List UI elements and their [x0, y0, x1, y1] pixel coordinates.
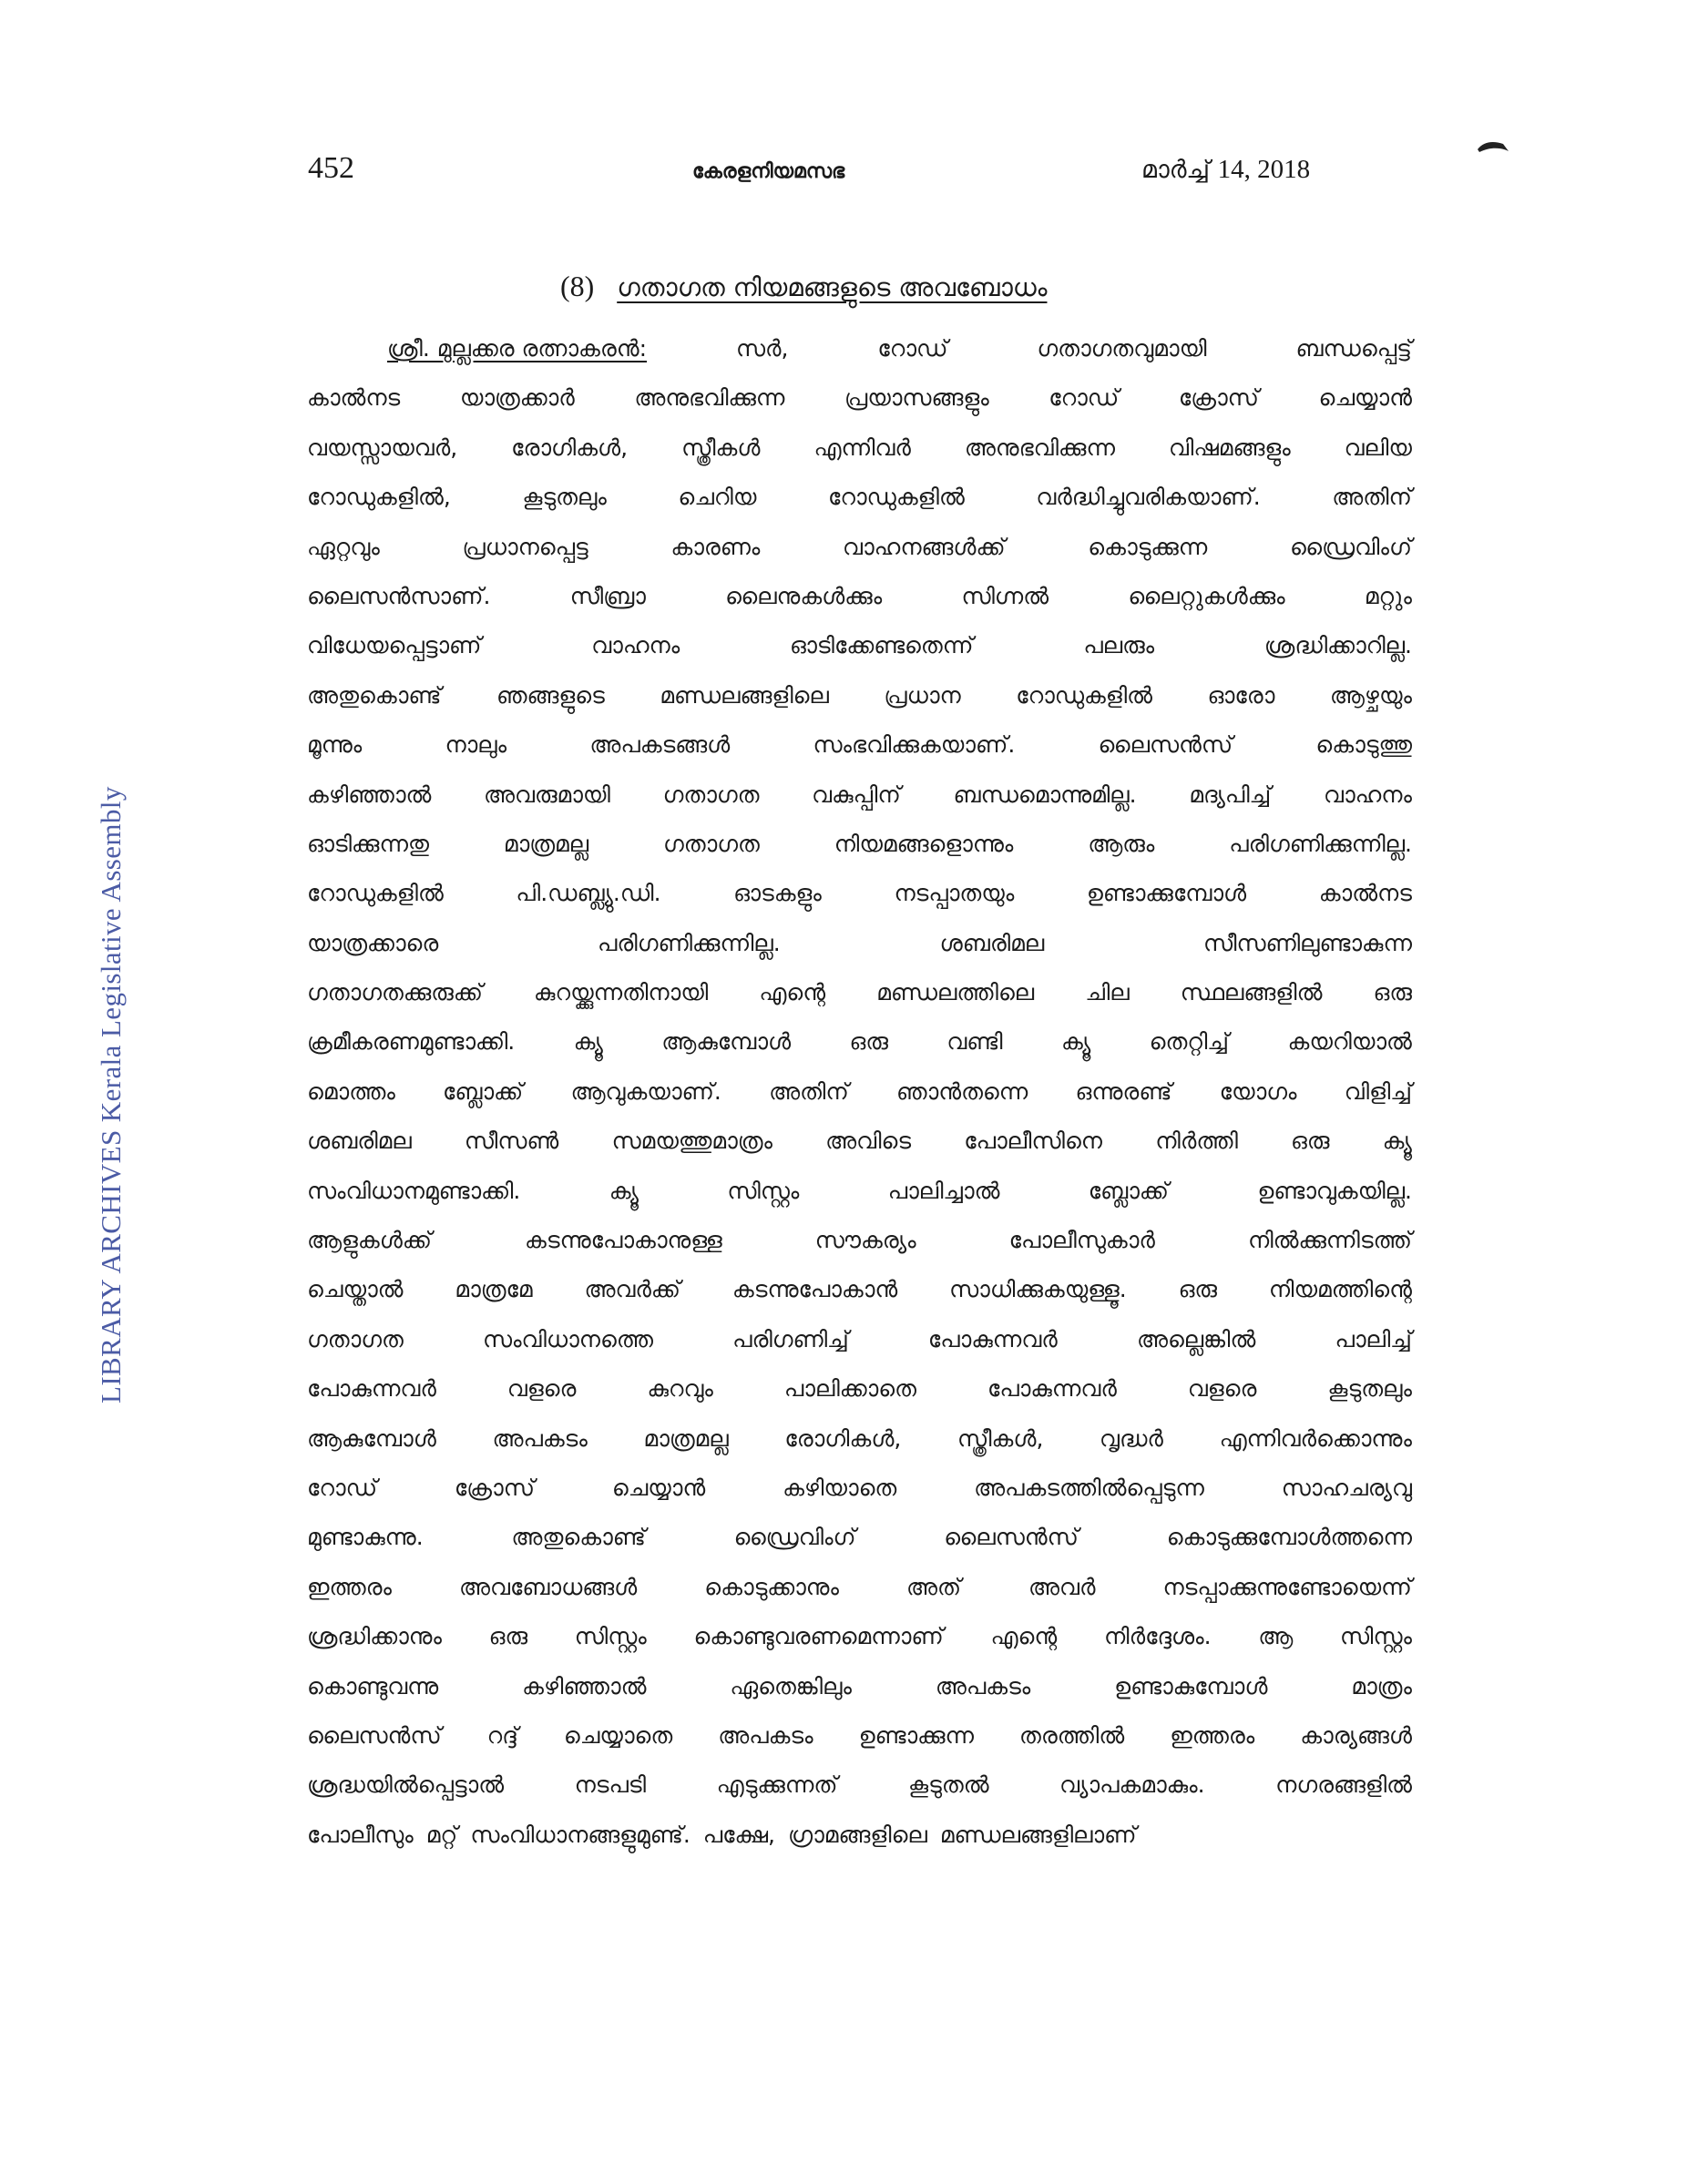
date-day-year: 14, 2018	[1217, 155, 1311, 184]
word: ലൈറ്റുകൾക്കും	[1128, 582, 1285, 609]
word: മണ്ഡലങ്ങളിലാണ്	[939, 1821, 1137, 1848]
word: അവർ	[1028, 1573, 1096, 1600]
word: ശ്രദ്ധിക്കാനും	[307, 1623, 442, 1650]
section-heading	[560, 270, 1047, 303]
word: കൊടുത്തു	[1315, 731, 1412, 759]
word: മാത്രം	[1351, 1672, 1412, 1699]
word: സംവിധാനത്തെ	[483, 1325, 653, 1352]
word: ക്യൂ	[1382, 1128, 1412, 1155]
word: പാലിച്ചാൽ	[887, 1177, 1000, 1204]
word: പോകുന്നവർ	[987, 1375, 1117, 1403]
word: വൃദ്ധർ	[1100, 1424, 1163, 1452]
text-line	[307, 1722, 1412, 1771]
word: വാഹനം	[1324, 781, 1412, 808]
word: കുറയ്ക്കുന്നതിനായി	[534, 979, 709, 1006]
word: ഗ്രാമങ്ങളിലെ	[788, 1821, 927, 1848]
word: കടന്നുപോകാൻ	[731, 1276, 898, 1303]
word: കഴിഞ്ഞാൽ	[522, 1672, 647, 1699]
text-line	[307, 682, 1412, 731]
word: ശബരിമല	[939, 929, 1045, 956]
text-line	[307, 1524, 1412, 1573]
word: ലൈസൻസ്	[944, 1524, 1079, 1551]
word: ആകുമ്പോൾ	[661, 1028, 792, 1056]
word: നഗരങ്ങളിൽ	[1275, 1771, 1412, 1799]
word: അതിന്	[1332, 484, 1412, 511]
word: തരത്തിൽ	[1019, 1721, 1125, 1749]
word: ശ്രദ്ധയിൽപ്പെട്ടാൽ	[307, 1771, 505, 1799]
word: വകുപ്പിന്	[812, 781, 901, 808]
word: മാത്രമല്ല	[643, 1424, 729, 1452]
word: പാലിച്ച്	[1335, 1325, 1412, 1352]
text-line	[307, 1028, 1412, 1077]
word: ഉണ്ടാക്കുന്ന	[858, 1721, 975, 1749]
word: ചെറിയ	[678, 484, 757, 511]
word: അവരുമായി	[484, 781, 610, 808]
word: ഒരു	[1373, 979, 1412, 1006]
word: നിർദ്ദേശം.	[1103, 1623, 1212, 1650]
word: എന്നിവർക്കൊന്നും	[1219, 1424, 1412, 1452]
word: ഉണ്ടാവുകയില്ല.	[1257, 1177, 1412, 1204]
text-line	[307, 1822, 1412, 1871]
word: മണ്ഡലത്തിലെ	[876, 979, 1035, 1006]
word: വിധേയപ്പെട്ടാണ്	[307, 632, 482, 659]
text-line	[307, 1673, 1412, 1722]
word: നടപടി	[574, 1771, 647, 1799]
word: കുറവും	[647, 1375, 713, 1403]
text-line	[307, 1128, 1412, 1177]
word: വിളിച്ച്	[1344, 1077, 1412, 1105]
word: ഒരു	[1291, 1128, 1330, 1155]
word: ഓടിക്കേണ്ടതെന്ന്	[789, 632, 974, 659]
word: അപകടം	[492, 1424, 588, 1452]
word: കൊണ്ടുവന്നു	[307, 1672, 439, 1699]
text-line	[307, 1574, 1412, 1623]
word: പി.ഡബ്ല്യു.ഡി.	[516, 880, 661, 907]
word: ലൈസൻസാണ്.	[307, 582, 491, 609]
word: അവർക്ക്	[584, 1276, 681, 1303]
word: തെറ്റിച്ച്	[1149, 1028, 1230, 1056]
word: ചെയ്യാതെ	[563, 1721, 673, 1749]
word: ചെയ്താൽ	[307, 1276, 404, 1303]
word: വാഹനങ്ങൾക്ക്	[843, 533, 1006, 560]
word: ക്യൂ	[1060, 1028, 1091, 1056]
word: ക്യൂ	[609, 1177, 639, 1204]
word: വലിയ	[1344, 434, 1412, 461]
word: ഞാൻതന്നെ	[896, 1077, 1028, 1105]
text-line	[307, 781, 1412, 831]
word: കൊണ്ടുവരണമെന്നാണ്	[693, 1623, 944, 1650]
word: ഞങ്ങളുടെ	[496, 681, 605, 709]
word: ഗതാഗത	[307, 1325, 404, 1352]
word: മറ്റും	[1364, 582, 1412, 609]
word: സിഗ്നൽ	[961, 582, 1049, 609]
word: സിസ്റ്റം	[1339, 1623, 1412, 1650]
speaker-name: ശ്രീ. മുല്ലക്കര രത്നാകരൻ:	[387, 335, 648, 362]
word: സൗകര്യം	[814, 1227, 916, 1254]
word: ഇത്തരം	[1170, 1721, 1255, 1749]
word: അതുകൊണ്ട്	[511, 1524, 646, 1551]
word: വിഷമങ്ങളും	[1168, 434, 1291, 461]
word: പരിഗണിക്കുന്നില്ല.	[1229, 830, 1412, 857]
word: ഒരു	[488, 1623, 528, 1650]
word: ആവുകയാണ്.	[570, 1077, 721, 1105]
word: റോഡ്	[307, 1474, 378, 1501]
word: പോലീസിനെ	[964, 1128, 1103, 1155]
word: ചെയ്യാൻ	[1318, 384, 1412, 412]
word: മദ്യപിച്ച്	[1189, 781, 1272, 808]
word: ഏതെങ്കിലും	[730, 1672, 852, 1699]
word: വ്യാപകമാകും.	[1059, 1771, 1205, 1799]
word: കൂടുതലും	[522, 484, 607, 511]
text-line	[307, 731, 1412, 781]
word: നിർത്തി	[1155, 1128, 1238, 1155]
word: പരിഗണിക്കുന്നില്ല.	[598, 929, 781, 956]
speech-body	[307, 335, 1412, 1871]
word: കൂടുതൽ	[908, 1771, 989, 1799]
word: ഡ്രൈവിംഗ്	[733, 1524, 856, 1551]
word: പോകുന്നവർ	[307, 1375, 436, 1403]
word: അപകടം	[718, 1721, 813, 1749]
text-line	[307, 583, 1412, 632]
word: ബന്ധമൊന്നുമില്ല.	[953, 781, 1137, 808]
word: മാത്രമല്ല	[503, 830, 589, 857]
word: എടുക്കുന്നത്	[716, 1771, 838, 1799]
text-line	[307, 1623, 1412, 1672]
word: ക്യൂ	[573, 1028, 603, 1056]
text-line	[307, 1326, 1412, 1375]
text-line	[307, 1276, 1412, 1325]
word: റോഡുകളിൽ	[307, 880, 444, 907]
word: കാൽനട	[307, 384, 401, 412]
word: ഓടിക്കുന്നതു	[307, 830, 429, 857]
word: പോലീസുകാർ	[1008, 1227, 1155, 1254]
text-line	[307, 1375, 1412, 1424]
word: ആകുമ്പോൾ	[307, 1424, 436, 1452]
word: ഉണ്ടാകുമ്പോൾ	[1114, 1672, 1268, 1699]
word: ക്രമീകരണമുണ്ടാക്കി.	[307, 1028, 516, 1056]
word: പ്രധാന	[884, 681, 961, 709]
word: ക്രോസ്	[1178, 384, 1259, 412]
word: ഓടകളും	[733, 880, 822, 907]
word: വാഹനം	[591, 632, 680, 659]
word: മാത്രമേ	[455, 1276, 533, 1303]
word: സംവിധാനങ്ങളുമുണ്ട്.	[470, 1821, 691, 1848]
word: കാൽനട	[1318, 880, 1412, 907]
word: മൊത്തം	[307, 1077, 395, 1105]
word: രോഗികൾ,	[784, 1424, 902, 1452]
word: ശബരിമല	[307, 1128, 412, 1155]
word: നാലും	[445, 731, 507, 759]
word: ബ്ലോക്ക്	[1088, 1177, 1169, 1204]
word: ഗതാഗതക്കുരുക്ക്	[307, 979, 483, 1006]
word: ഉണ്ടാക്കുമ്പോൾ	[1086, 880, 1247, 907]
text-line	[307, 384, 1412, 434]
word: മൂന്നും	[307, 731, 363, 759]
word: സാഹചര്യവു	[1281, 1474, 1412, 1501]
section-number: (8)	[560, 270, 595, 302]
word: സ്ത്രീകൾ,	[957, 1424, 1044, 1452]
word: റോഡുകളിൽ	[827, 484, 965, 511]
word: ഒന്നുരണ്ട്	[1075, 1077, 1172, 1105]
word: സംവിധാനമുണ്ടാക്കി.	[307, 1177, 521, 1204]
word: നടപ്പാതയും	[894, 880, 1015, 907]
text-line	[307, 831, 1412, 880]
word: കാര്യങ്ങൾ	[1300, 1721, 1412, 1749]
archive-stamp: LIBRARY ARCHIVES Kerala Legislative Assembly	[95, 786, 127, 1403]
word: ഗതാഗതവുമായി	[1037, 335, 1207, 362]
word: എന്റെ	[990, 1623, 1058, 1650]
word: നടപ്പാക്കുന്നുണ്ടോയെന്ന്	[1162, 1573, 1412, 1600]
word: അവബോധങ്ങൾ	[459, 1573, 638, 1600]
word: അപകടം	[935, 1672, 1031, 1699]
text-line	[307, 979, 1412, 1028]
page-date	[1141, 155, 1310, 185]
text-line	[307, 880, 1412, 929]
word: ലൈസൻസ്	[307, 1721, 442, 1749]
text-line	[307, 1178, 1412, 1227]
word: ചില	[1085, 979, 1130, 1006]
word: പോലീസും	[307, 1821, 414, 1848]
text-line	[307, 1425, 1412, 1475]
running-head: കേരളനിയമസഭ	[692, 160, 845, 183]
word: എന്നിവർ	[813, 434, 911, 461]
word: കൊടുക്കുന്ന	[1088, 533, 1208, 560]
word: അതുകൊണ്ട്	[307, 681, 442, 709]
word: സ്ത്രീകൾ	[681, 434, 761, 461]
text-line	[307, 484, 1412, 533]
word: റോഡ്	[877, 335, 948, 362]
word: സർ,	[735, 335, 789, 362]
word: ഗതാഗത	[662, 830, 760, 857]
word: റദ്ദ്	[486, 1721, 518, 1749]
word: ബ്ലോക്ക്	[443, 1077, 524, 1105]
word: പ്രയാസങ്ങളും	[844, 384, 989, 412]
word: ആഴ്ചയും	[1329, 681, 1412, 709]
word: ചെയ്യാൻ	[611, 1474, 706, 1501]
word: സ്ഥലങ്ങളിൽ	[1180, 979, 1323, 1006]
word: പ്രധാനപ്പെട്ട	[462, 533, 588, 560]
word: സമയത്തുമാത്രം	[611, 1128, 772, 1155]
word: മണ്ഡലങ്ങളിലെ	[660, 681, 829, 709]
word: കൊടുക്കാനും	[704, 1573, 839, 1600]
word: അത്	[905, 1573, 962, 1600]
word: ലൈനുകൾക്കും	[725, 582, 883, 609]
word: പോകുന്നവർ	[927, 1325, 1058, 1352]
word: ഏറ്റവും	[307, 533, 380, 560]
text-line	[307, 434, 1412, 484]
word: സിസ്റ്റം	[574, 1623, 647, 1650]
word: അനുഭവിക്കുന്ന	[634, 384, 785, 412]
word: മുണ്ടാകുന്നു.	[307, 1524, 424, 1551]
word: ഒരു	[1178, 1276, 1217, 1303]
text-line	[307, 1078, 1412, 1128]
word: വയസ്സായവർ,	[307, 434, 458, 461]
word: റോഡ്	[1049, 384, 1120, 412]
word: മറ്റ്	[425, 1821, 458, 1848]
word: അപകടങ്ങൾ	[589, 731, 731, 759]
word: പരിഗണിച്ച്	[732, 1325, 849, 1352]
word: നിയമത്തിന്റെ	[1268, 1276, 1412, 1303]
word: അതിന്	[769, 1077, 849, 1105]
text-line	[307, 632, 1412, 681]
word: സീസണിലുണ്ടാകുന്ന	[1203, 929, 1412, 956]
word: വർദ്ധിച്ചുവരികയാണ്.	[1036, 484, 1261, 511]
word: ലൈസൻസ്	[1098, 731, 1233, 759]
word: കൂടുതലും	[1327, 1375, 1412, 1403]
page-number: 452	[308, 151, 354, 185]
word: റോഡുകളിൽ	[1016, 681, 1153, 709]
word: കാരണം	[670, 533, 761, 560]
word: അപകടത്തിൽപ്പെടുന്ന	[974, 1474, 1204, 1501]
word: യാത്രക്കാർ	[459, 384, 575, 412]
word: ഒരു	[849, 1028, 888, 1056]
word: അല്ലെങ്കിൽ	[1136, 1325, 1256, 1352]
word: രോഗികൾ,	[511, 434, 629, 461]
word: പാലിക്കാതെ	[783, 1375, 916, 1403]
text-line	[307, 1227, 1412, 1276]
word: യാത്രക്കാരെ	[307, 929, 439, 956]
word: നിയമങ്ങളൊന്നും	[834, 830, 1014, 857]
text-line	[307, 1475, 1412, 1524]
word: അനുഭവിക്കുന്ന	[964, 434, 1115, 461]
word: നിൽക്കുന്നിടത്ത്	[1248, 1227, 1412, 1254]
text-line	[307, 534, 1412, 583]
word: ഇത്തരം	[307, 1573, 393, 1600]
word: റോഡുകളിൽ,	[307, 484, 451, 511]
word: വണ്ടി	[946, 1028, 1003, 1056]
word: സീബ്രാ	[569, 582, 646, 609]
scan-mark-icon	[1476, 138, 1510, 157]
word: വളരെ	[506, 1375, 577, 1403]
date-month: മാർച്ച്	[1141, 156, 1211, 184]
text-line	[307, 930, 1412, 979]
word: സിസ്റ്റം	[727, 1177, 800, 1204]
word: യോഗം	[1219, 1077, 1297, 1105]
word: ഡ്രൈവിംഗ്	[1289, 533, 1412, 560]
word: വളരെ	[1187, 1375, 1257, 1403]
word: ആരും	[1088, 830, 1155, 857]
text-line	[307, 1771, 1412, 1821]
word: ഗതാഗത	[662, 781, 760, 808]
section-title: ഗതാഗത നിയമങ്ങളുടെ അവബോധം	[617, 272, 1048, 302]
word: ബന്ധപ്പെട്ട്	[1295, 335, 1412, 362]
word: കഴിഞ്ഞാൽ	[307, 781, 432, 808]
word: കൊടുക്കുമ്പോൾത്തന്നെ	[1166, 1524, 1412, 1551]
word: കടന്നുപോകാനുള്ള	[525, 1227, 722, 1254]
word: സാധിക്കുകയുള്ളൂ.	[949, 1276, 1127, 1303]
word: ആളുകൾക്ക്	[307, 1227, 432, 1254]
word: സീസൺ	[464, 1128, 559, 1155]
word: എന്റെ	[759, 979, 826, 1006]
word: സംഭവിക്കുകയാണ്.	[813, 731, 1016, 759]
word: ആ	[1258, 1623, 1294, 1650]
word: പലരും	[1083, 632, 1155, 659]
text-line	[307, 335, 1412, 384]
word: കയറിയാൽ	[1287, 1028, 1412, 1056]
word: അവിടെ	[825, 1128, 912, 1155]
word: ശ്രദ്ധിക്കാറില്ല.	[1263, 632, 1412, 659]
word: ക്രോസ്	[454, 1474, 535, 1501]
word: ഓരോ	[1207, 681, 1275, 709]
word: പക്ഷേ,	[702, 1821, 776, 1848]
word: കഴിയാതെ	[783, 1474, 897, 1501]
